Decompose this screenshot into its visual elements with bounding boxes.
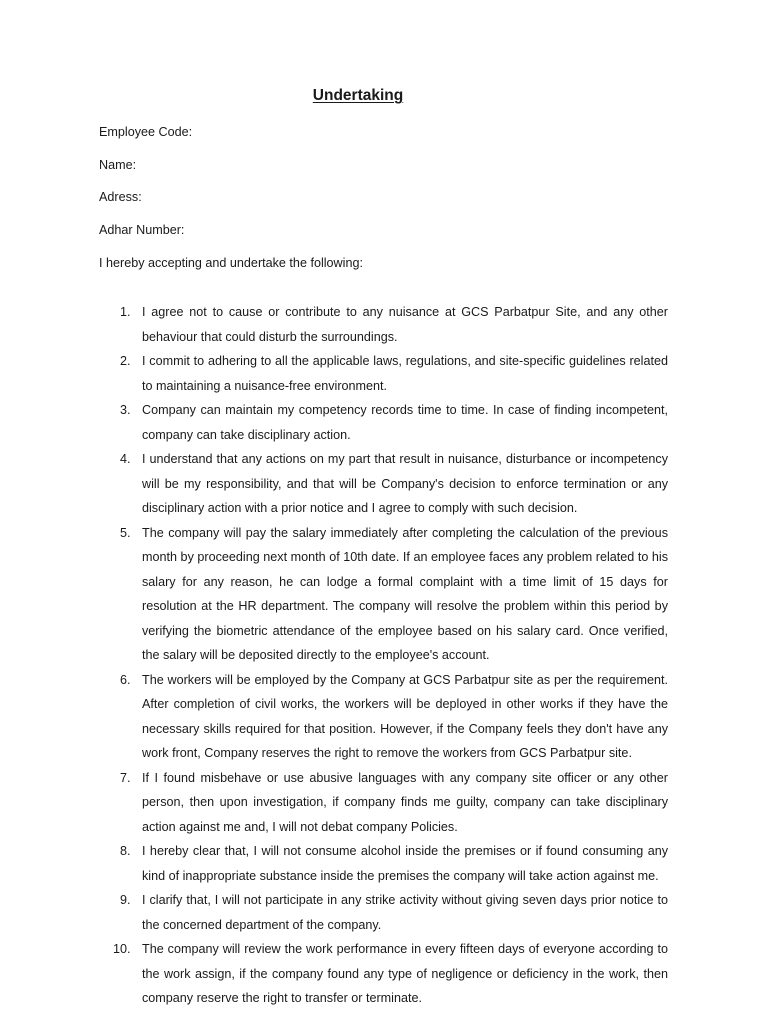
term-item (99, 447, 668, 521)
term-number: 8. (120, 844, 131, 858)
term-text: Company can maintain my competency records time to time. In case of finding incompetent, company can take disciplinary action. (142, 403, 668, 442)
term-text: I agree not to cause or contribute to any nuisance at GCS Parbatpur Site, and any other behaviour that could disturb the surroundings. (142, 305, 668, 344)
term-number: 3. (120, 403, 131, 417)
term-item (99, 839, 668, 888)
term-text: I clarify that, I will not participate in any strike activity without giving seven days prior notice to the concerned department of the company. (142, 893, 668, 932)
term-number: 7. (120, 770, 131, 785)
term-item (99, 398, 668, 447)
term-item (99, 937, 668, 1011)
term-item (99, 349, 668, 398)
term-text: The workers will be employed by the Company at GCS Parbatpur site as per the requirement. After completion of civil works, the workers will be deployed in other works if they have the necessary skills required for that position. However, if the Company feels they don't have any work front, Company reserves the right to remove the workers from GCS Parbatpur site. (142, 672, 668, 760)
term-text: The company will review the work performance in every fifteen days of everyone according to the work assign, if the company found any type of negligence or deficiency in the work, then company reserve the right to transfer or terminate. (142, 942, 668, 1005)
term-item (99, 521, 668, 668)
term-item (99, 300, 668, 349)
term-text: I hereby clear that, I will not consume alcohol inside the premises or if found consuming any kind of inappropriate substance inside the premises the company will take action against me. (142, 844, 668, 883)
term-text: I commit to adhering to all the applicable laws, regulations, and site-specific guidelines related to maintaining a nuisance-free environment. (142, 354, 668, 393)
address-label: Adress: (99, 190, 142, 204)
employee-code-label: Employee Code: (99, 125, 193, 139)
term-number: 6. (120, 672, 131, 687)
document-title: Undertaking (312, 87, 404, 104)
term-text: If I found misbehave or use abusive languages with any company site officer or any other person, then upon investigation, if company finds me guilty, company can take disciplinary action against me and, I will not debat company Policies. (142, 770, 668, 834)
term-number: 2. (120, 354, 131, 368)
name-label: Name: (99, 158, 137, 172)
term-number: 4. (120, 452, 131, 466)
adhar-number-label: Adhar Number: (99, 223, 185, 237)
term-number: 5. (120, 525, 131, 540)
term-number: 9. (120, 893, 131, 907)
term-item (99, 668, 668, 766)
intro-text: I hereby accepting and undertake the following: (99, 256, 363, 270)
term-item (99, 888, 668, 937)
term-text: I understand that any actions on my part that result in nuisance, disturbance or incompetency will be my responsibility, and that will be Company's decision to enforce termination or any disciplinary action with a prior notice and I agree to comply with such decision. (142, 452, 668, 515)
term-text: The company will pay the salary immediately after completing the calculation of the previous month by proceeding next month of 10th date. If an employee faces any problem related to his salary for any reason, he can lodge a formal complaint with a time limit of 15 days for resolution at the HR department. The company will resolve the problem within this period by verifying the biometric attendance of the employee based on his salary card. Once verified, the salary will be deposited directly to the employee's account. (142, 525, 668, 662)
term-number: 10. (113, 942, 131, 956)
term-number: 1. (120, 305, 131, 319)
terms-list (99, 300, 668, 1011)
term-item (99, 766, 668, 840)
